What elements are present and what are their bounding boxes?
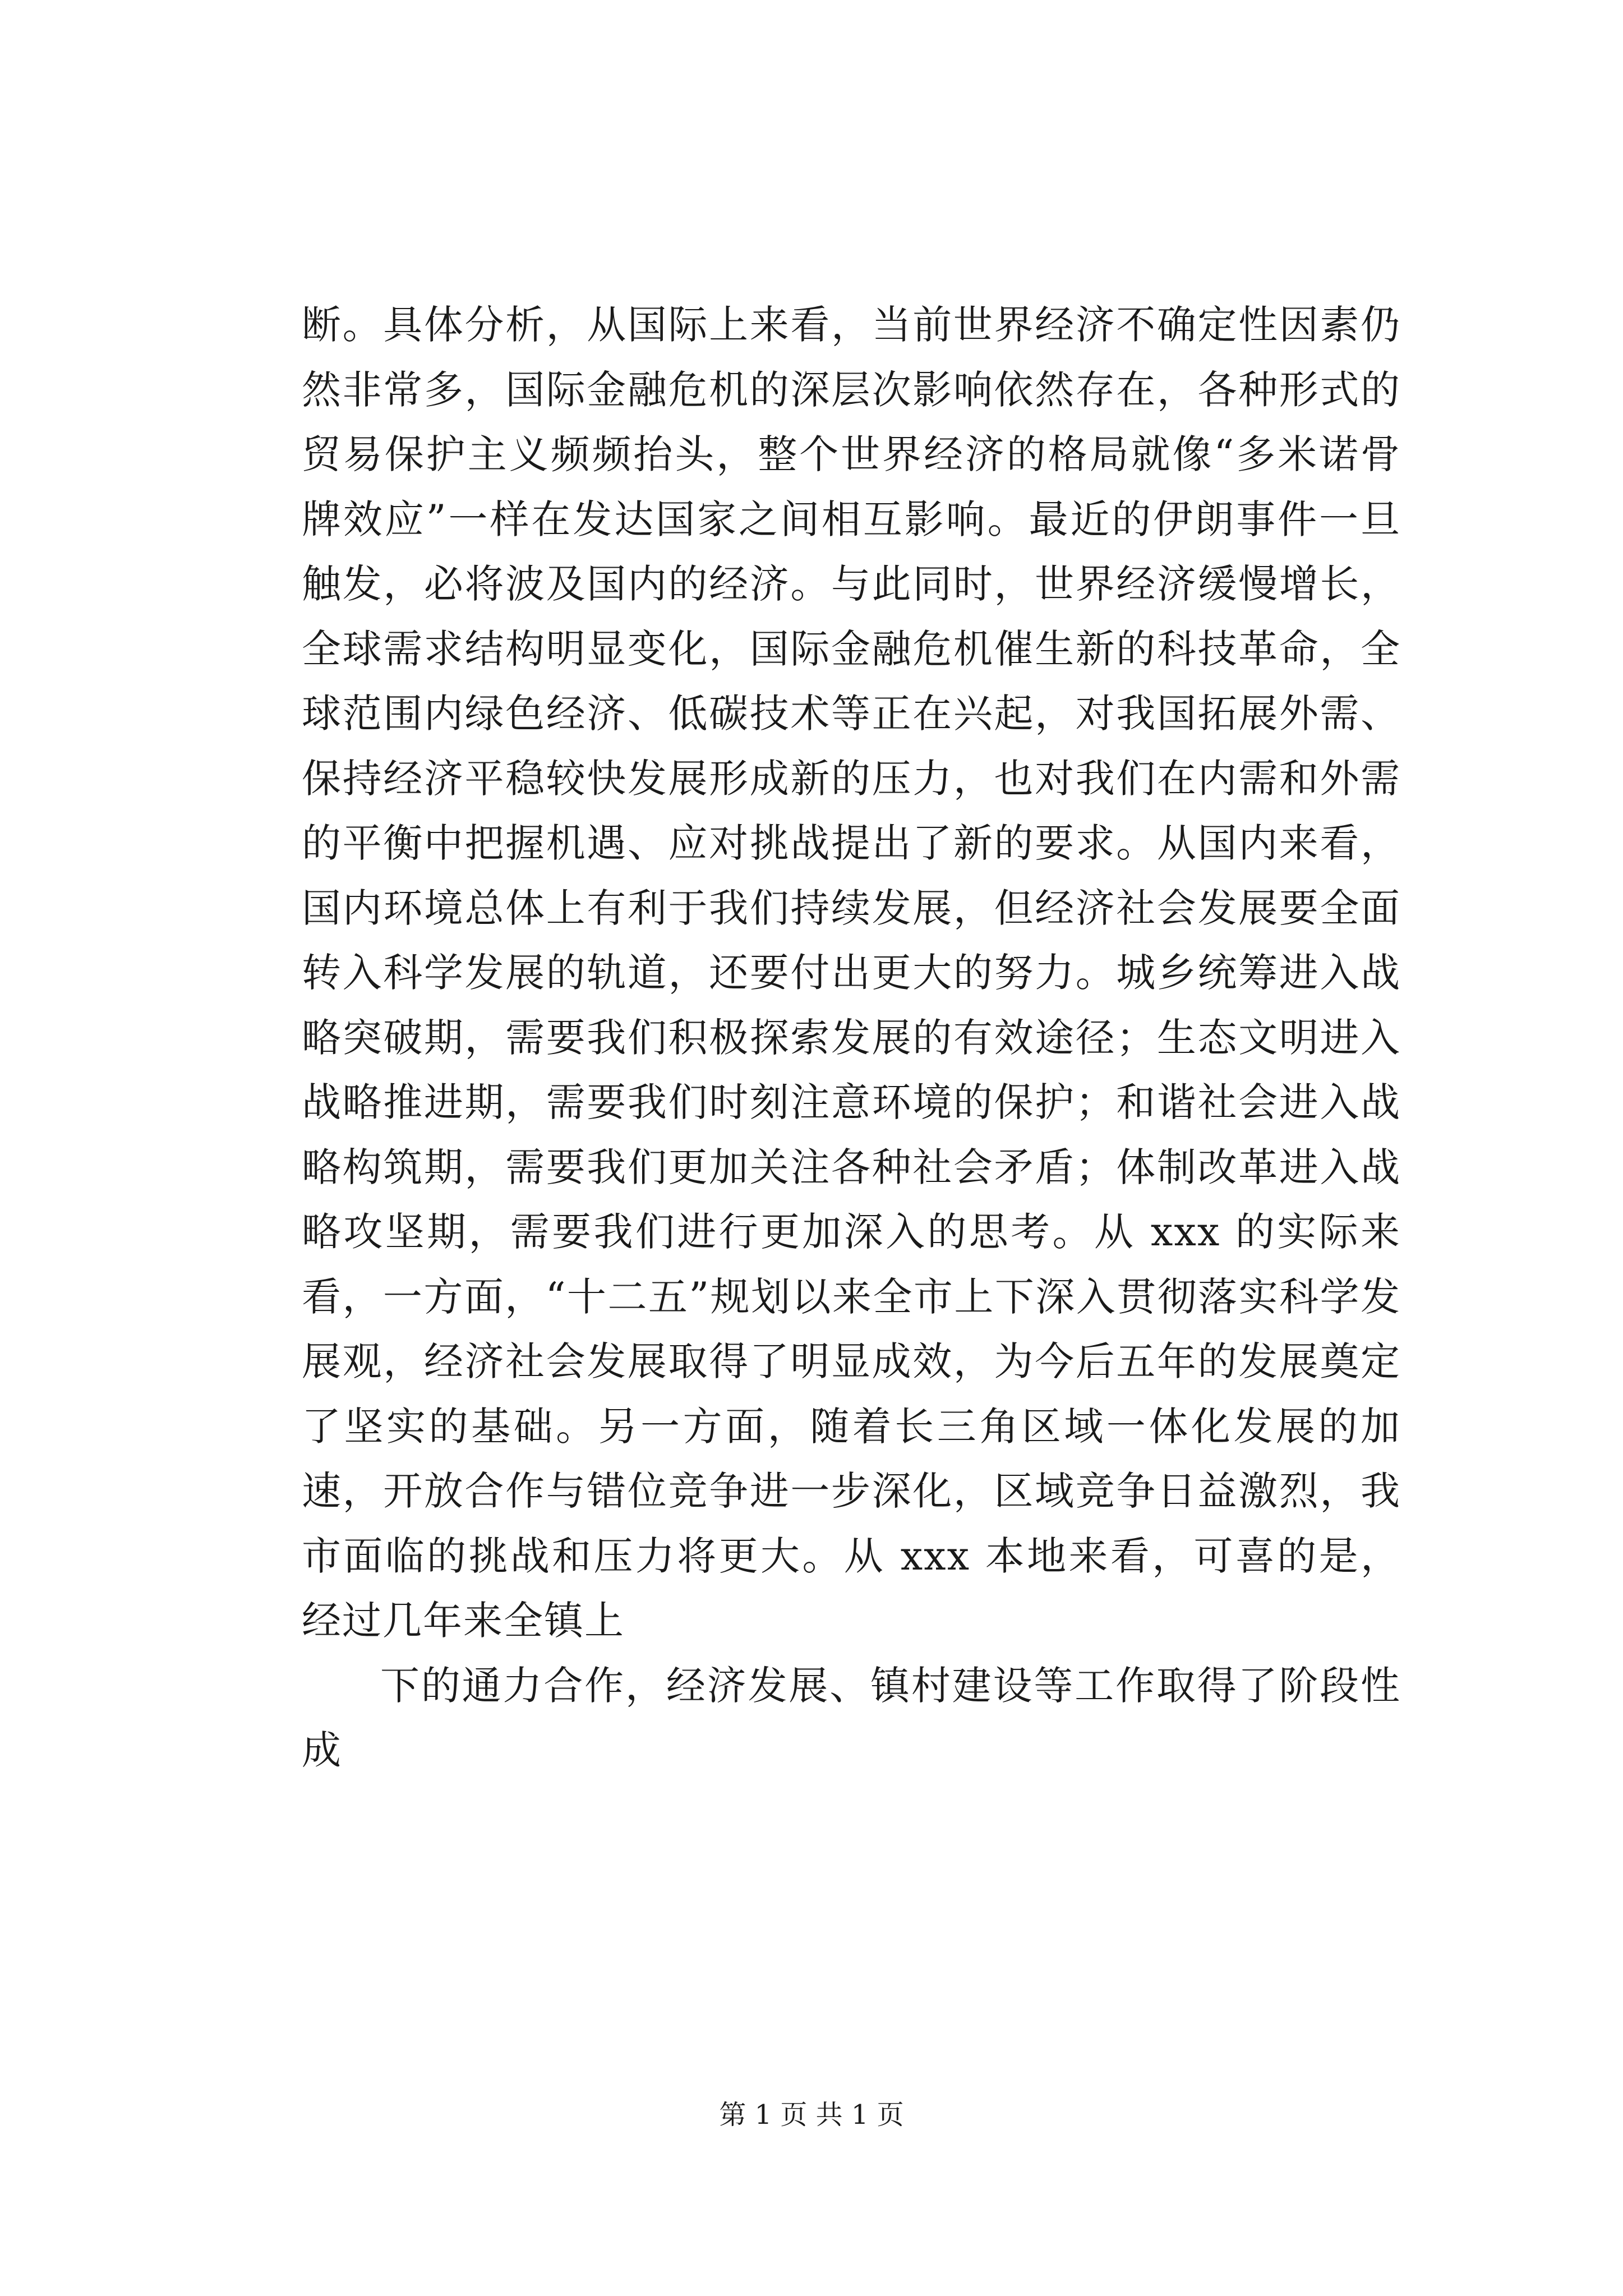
body-text	[302, 293, 1401, 1783]
paragraph-1: 断。具体分析，从国际上来看，当前世界经济不确定性因素仍然非常多，国际金融危机的深层次影响依然存在，各种形式的贸易保护主义频频抬头，整个世界经济的格局就像“多米诺骨牌效应”一样在发达国家之间相互影响。最近的伊朗事件一旦触发，必将波及国内的经济。与此同时，世界经济缓慢增长，全球需求结构明显变化，国际金融危机催生新的科技革命，全球范围内绿色经济、低碳技术等正在兴起，对我国拓展外需、保持经济平稳较快发展形成新的压力，也对我们在内需和外需的平衡中把握机遇、应对挑战提出了新的要求。从国内来看，国内环境总体上有利于我们持续发展，但经济社会发展要全面转入科学发展的轨道，还要付出更大的努力。城乡统筹进入战略突破期，需要我们积极探索发展的有效途径；生态文明进入战略推进期，需要我们时刻注意环境的保护；和谐社会进入战略构筑期，需要我们更加关注各种社会矛盾；体制改革进入战略攻坚期，需要我们进行更加深入的思考。从 xxx 的实际来看，一方面，“十二五”规划以来全市上下深入贯彻落实科学发展观，经济社会发展取得了明显成效，为今后五年的发展奠定了坚实的基础。另一方面，随着长三角区域一体化发展的加速，开放合作与错位竞争进一步深化，区域竞争日益激烈，我市面临的挑战和压力将更大。从 xxx 本地来看，可喜的是，经过几年来全镇上	[302, 302, 1401, 1644]
paragraph-2: 下的通力合作，经济发展、镇村建设等工作取得了阶段性成	[302, 1662, 1401, 1773]
page-footer: 第 1 页 共 1 页	[719, 2099, 904, 2131]
